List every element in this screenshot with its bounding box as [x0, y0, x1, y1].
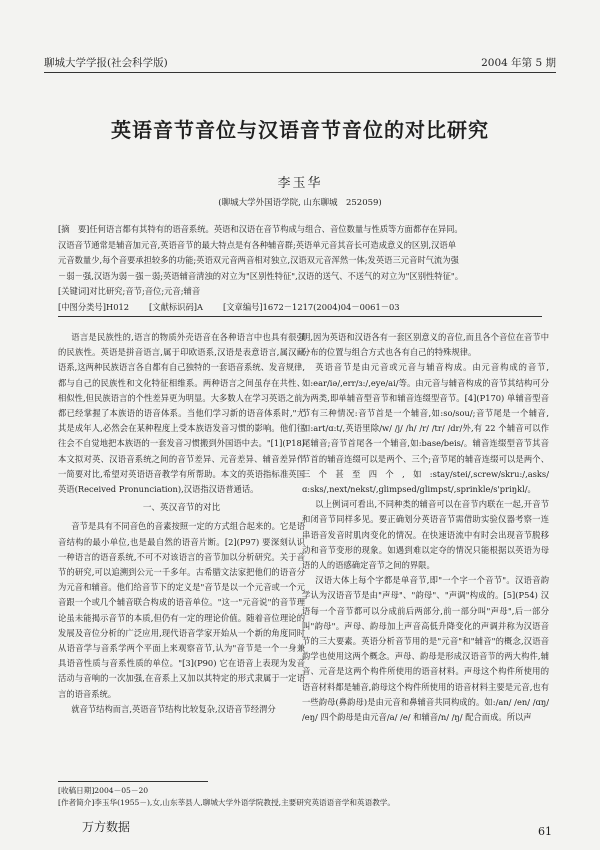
journal-name: 聊城大学学报(社会科学版): [44, 57, 168, 69]
paragraph: 英语音节是由元音或元音与辅音构成。由元音构成的音节,如:ear/iə/,err/ɜ:/,eye/ai/等。由元音与辅音构成的音节其结构可分为两类,即单辅音型音节和辅音连缀型音节。[4](P170) 单辅音型音节有三种情况:音节首是一个辅音,如:so/sou/;音节尾是一个辅音,如:art/ɑ:t/,英语里除/w/ /j/ /h/ /r/ /tr/ /dr/外,有 22 个辅音可以作尾辅音;音节首尾各一个辅音,如:base/beis/。辅音连缀型音节其音节首的辅音连缀可以是两个、三个;音节尾的辅音连缀可以是两个、三个甚至四个,如:stay/stei/,screw/skru:/,asks/ɑ:sks/,next/nekst/,glimpsed/glimpst/,sprinkle/s'priŋkl/。: [302, 362, 549, 495]
abstract-line: －弱－强,汉语为弱－强－弱;英语辅音清浊的对立为"区别性特征",汉语的送气、不送气的对立为"区别性特征"。: [58, 270, 463, 281]
clc-number: [中图分类号]H012: [58, 301, 130, 312]
paragraph: 汉语大体上每个字都是单音节,即"一个字一个音节"。汉语音韵学认为汉语音节是由"声母"、"韵母"、"声调"构成的。[5](P54) 汉语每一个音节都可以分成前后两部分,前一部分叫"声母",后一部分叫"韵母"。声母、韵母加上声音高低升降变化的声调并称为汉语音节的三大要素。英语分析音节用的是"元音"和"辅音"的概念,汉语音韵学也使用这两个概念。声母、韵母是形成汉语音节的两大构件,辅音、元音是这两个构件所使用的语音材料。声母这个构件所使用的语音材料都是辅音,韵母这个构件所使用的语音材料主要是元音,也有一些韵母(鼻韵母)是由元音和鼻辅音共同构成的。如:/an/ /en/ /ɑŋ/ /eŋ/ 四个韵母是由元音/a/ /e/ 和辅音/n/ /ŋ/ 配合而成。所以声: [302, 575, 549, 723]
author-bio: [作者简介]李玉华(1955－),女,山东莘县人,聊城大学外语学院教授,主要研究英语语音学和英语教学。: [58, 798, 395, 807]
paragraph: 语言是民族性的,语言的物质外壳语音在各种语言中也具有很强的民族性。英语是拼音语言,属于印欧语系,汉语是表意语言,属汉藏语系,这两种民族语言各自都有自己独特的一套语音系统、发音规律,都与自己的民族性和文化特征相维系。两种语言之间虽存在共性、相似性,但民族语言的个性差异更为明显。大多数人在学习英语之前,都已经掌握了本族语的语音体系。当他们学习新的语音体系时,"尤其是成年人,必然会在某种程度上受本族语发音习惯的影响。他们往往会不自觉地把本族语的一套发音习惯搬到外国语中去。"[1](P18) 本文拟对英、汉语音系统之间的音节差异、元音差异、辅音差异作一简要对比,希望对英语语音教学有所帮助。本文的英语指标准英国英语(Received Pronunciation),汉语指汉语普通话。: [58, 332, 305, 495]
header-rule: [44, 72, 556, 73]
received-date: [收稿日期]2004－05－20: [58, 786, 149, 795]
author-name: 李玉华: [277, 176, 323, 191]
left-column: [58, 330, 305, 717]
footnote-rule: [58, 781, 208, 782]
section-heading: 一、英汉音节的对比: [142, 503, 221, 514]
paragraph: 就音节结构而言,英语音节结构比较复杂,汉语音节经渭分: [71, 703, 276, 714]
author-affiliation: (聊城大学外国语学院, 山东聊城 252059): [218, 198, 382, 208]
paragraph: 以上例词可看出,不同种类的辅音可以在音节内联在一起,开音节和闭音节同样多见。要正确划分英语音节需借助实验仪器考察一连串语音发音时肌肉变化的情况。在快速语流中有时会出现音节脱移动和音节变形的现象。如遇到难以定夺的情况只能根据以英语为母语的人的语感确定音节之间的界限。: [302, 499, 549, 571]
abstract-rule: [58, 316, 542, 317]
keywords: [关键词]对比研究;音节;音位;元音;辅音: [58, 286, 201, 297]
abstract-block: [58, 222, 542, 316]
footnotes: [58, 785, 556, 809]
paragraph: 明,因为英语和汉语各有一套区别意义的音位,而且各个音位在音节中分布的位置与组合方式也各有自己的特殊规律。: [302, 332, 549, 358]
abstract-line: 汉语音节通常是辅音加元音,英语音节的最大特点是有各种辅音群;英语单元音其音长可造成意义的区别,汉语单: [58, 239, 457, 250]
classification-row: [58, 300, 542, 316]
issue-label: 2004 年第 5 期: [481, 57, 556, 69]
document-code: [文献标识码]A: [149, 301, 203, 312]
page-number: 61: [538, 825, 552, 838]
paragraph: 音节是具有不同音色的音素按照一定的方式组合起来的。它是语音结构的最小单位,也是最自然的语音片断。[2](P97) 要深刻认识一种语言的语音系统,不可不对该语言的音节加以分析研究。关于音节的研究,可以追溯到公元一千多年。古希腊文法家把他们的语音分为元音和辅音。他们给音节下的定义是"音节是以一个元音或一个元音跟一个或几个辅音联合构成的语音单位。"这一"元音说"的音节理论虽未能揭示音节的本质,但仍有一定的理论价值。随着音位理论的发展及音位分析的广泛应用,现代语音学家开始从一个新的角度同时从语音学与音系学两个平面上来观察音节,认为"音节是一个一身兼具语音性质与音系性质的单位。"[3](P90) 它在语音上表现为发音活动与音响的一次加强,在音系上又加以其特定的形式隶属于一定语言的语音系统。: [58, 521, 305, 699]
article-title: 英语音节音位与汉语音节音位的对比研究: [111, 118, 489, 142]
database-brand: 万方数据: [82, 820, 131, 834]
abstract-line: [摘 要]任何语言都有其特有的语音系统。英语和汉语在音节构成与组合、音位数量与性质等方面都存在异同。: [58, 224, 463, 234]
article-number: [文章编号]1672－1217(2004)04－0061－03: [222, 301, 400, 312]
right-column: [302, 330, 549, 725]
abstract-line: 元音数量少,每个音要承担较多的功能;英语双元音两音相对独立,汉语双元音浑然一体;发英语三元音时气流为强: [58, 255, 459, 266]
running-header: [44, 55, 556, 70]
